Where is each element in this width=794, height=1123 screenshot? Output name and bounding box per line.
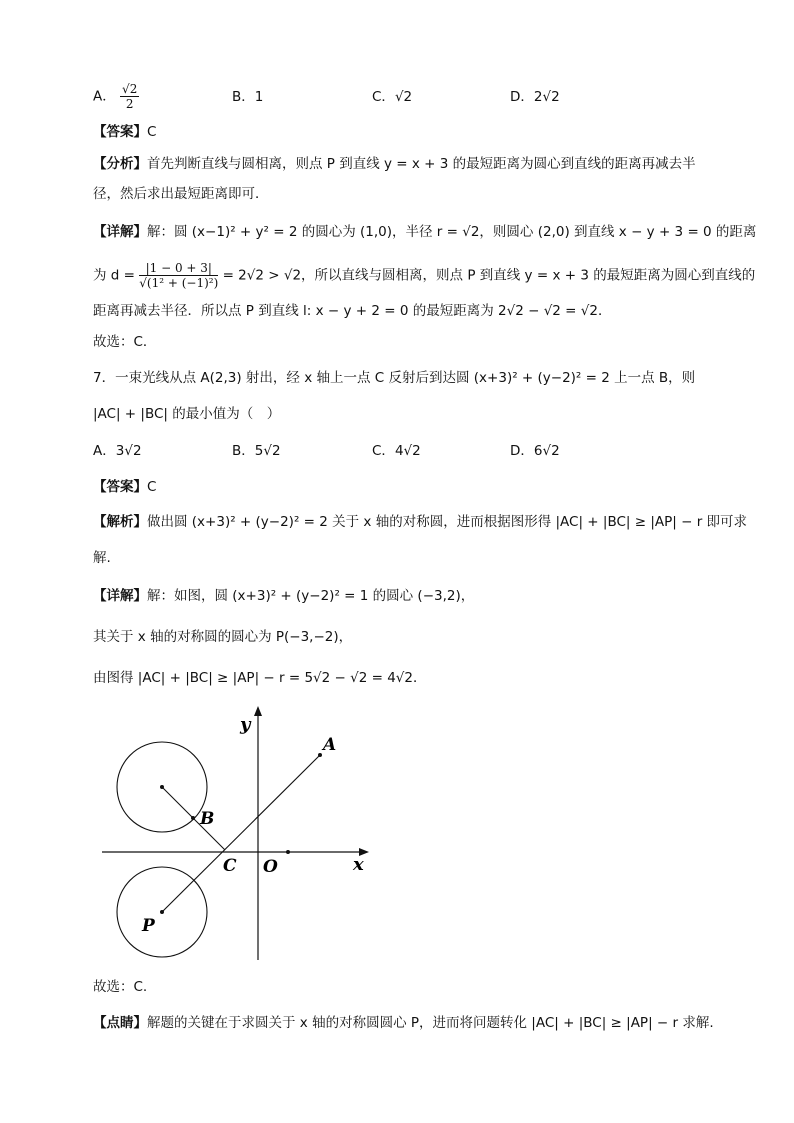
q7-stem-line2: |AC| + |BC| 的最小值为（ ） <box>93 406 281 422</box>
option-value: 5√2 <box>254 443 281 459</box>
analysis-text: 首先判断直线与圆相离，则点 P 到直线 y = x + 3 的最短距离为圆心到直线的距离再减去半 <box>147 156 696 172</box>
label-x: x <box>353 854 364 875</box>
option-label: C． <box>372 443 395 459</box>
q7-detail-line2: 其关于 x 轴的对称圆的圆心为 P(−3,−2)， <box>93 629 353 645</box>
point-A <box>318 753 322 757</box>
q7-answer <box>93 476 704 498</box>
q6-option-a <box>93 82 139 111</box>
option-label: D． <box>510 443 534 459</box>
q6-analysis-line2: 径，然后求出最短距离即可． <box>93 186 269 202</box>
line-P-to-A <box>162 755 320 912</box>
label-B: B <box>200 809 215 829</box>
q6-detail-line1 <box>93 221 757 243</box>
q7-detail-line1 <box>93 585 704 607</box>
point-B <box>191 816 195 820</box>
q7-choice: 故选：C. <box>93 979 148 995</box>
analysis-tag: 【分析】 <box>93 156 147 172</box>
answer-tag: 【答案】 <box>93 124 147 140</box>
q7-analysis-line2: 解. <box>93 550 111 566</box>
q7-detail-line3: 由图得 |AC| + |BC| ≥ |AP| − r = 5√2 − √2 = 4√2． <box>93 670 427 686</box>
q7-option-b <box>232 440 281 462</box>
q6-option-b <box>232 86 263 108</box>
q7-option-c <box>372 440 421 462</box>
detail-tag: 【详解】 <box>93 224 147 240</box>
option-value: 4√2 <box>394 443 421 459</box>
label-P: P <box>142 916 155 936</box>
answer-tag: 【答案】 <box>93 479 147 495</box>
reflection-figure <box>95 700 385 965</box>
point-O <box>286 850 290 854</box>
label-A: A <box>323 735 337 755</box>
analysis-text: 做出圆 (x+3)² + (y−2)² = 2 关于 x 轴的对称圆，进而根据图形得 |AC| + |BC| ≥ |AP| − r 即可求 <box>147 514 748 530</box>
sqrt2-over-2-fraction <box>120 82 139 111</box>
q7-option-a <box>93 440 142 462</box>
q7-analysis-line1 <box>93 511 748 533</box>
q7-option-d <box>510 440 560 462</box>
y-axis-arrow-icon <box>254 706 262 716</box>
q6-detail-line3: 距离再减去半径．所以点 P 到直线 l: x − y + 2 = 0 的最短距离为 2√2 − √2 = √2． <box>93 303 612 319</box>
option-label: A． <box>93 443 116 459</box>
fraction-denominator: 2 <box>125 97 134 111</box>
option-value: 1 <box>254 89 264 105</box>
option-label: C． <box>372 89 395 105</box>
detail-tag: 【详解】 <box>93 588 147 604</box>
option-label: B． <box>232 89 255 105</box>
upper-center-point <box>160 785 164 789</box>
point-P <box>160 910 164 914</box>
option-value: 3√2 <box>115 443 142 459</box>
fraction-numerator: |1 − 0 + 3| <box>139 261 218 276</box>
q6-option-d <box>510 86 560 108</box>
q6-option-c <box>372 86 412 108</box>
q6-answer <box>93 121 704 143</box>
key-point-tag: 【点睛】 <box>93 1015 147 1031</box>
answer-value: C <box>147 479 157 495</box>
detail-text: 解：如图，圆 (x+3)² + (y−2)² = 1 的圆心 (−3,2)， <box>147 588 475 604</box>
q7-stem-line1: 7．一束光线从点 A(2,3) 射出，经 x 轴上一点 C 反射后到达圆 (x+3)² + (y−2)² = 2 上一点 B，则 <box>93 370 696 386</box>
option-value: √2 <box>394 89 413 105</box>
answer-value: C <box>147 124 157 140</box>
option-value: 2√2 <box>533 89 560 105</box>
detail-text: 解：圆 (x−1)² + y² = 2 的圆心为 (1,0)，半径 r = √2，则圆心 (2,0) 到直线 x − y + 3 = 0 的距离 <box>147 224 757 240</box>
fraction-denominator: √(1² + (−1)²) <box>139 276 219 290</box>
distance-fraction <box>139 261 218 290</box>
key-point-text: 解题的关键在于求圆关于 x 轴的对称圆圆心 P，进而将问题转化 |AC| + |BC| ≥ |AP| − r 求解. <box>147 1015 714 1031</box>
distance-prefix: 为 d = <box>93 267 135 284</box>
analysis-tag: 【解析】 <box>93 514 147 530</box>
q6-choice: 故选：C． <box>93 334 157 350</box>
option-label: B． <box>232 443 255 459</box>
fraction-numerator: √2 <box>122 82 138 96</box>
label-y: y <box>240 714 251 735</box>
label-O: O <box>263 857 278 877</box>
label-C: C <box>223 856 237 876</box>
option-label: D． <box>510 89 534 105</box>
q6-detail-line2 <box>93 261 756 290</box>
q6-analysis-line1 <box>93 153 704 175</box>
option-value: 6√2 <box>533 443 560 459</box>
distance-suffix: = 2√2 > √2，所以直线与圆相离，则点 P 到直线 y = x + 3 的最短距离为圆心到直线的 <box>222 267 756 284</box>
q7-key-point <box>93 1012 714 1034</box>
option-label: A． <box>93 88 116 105</box>
